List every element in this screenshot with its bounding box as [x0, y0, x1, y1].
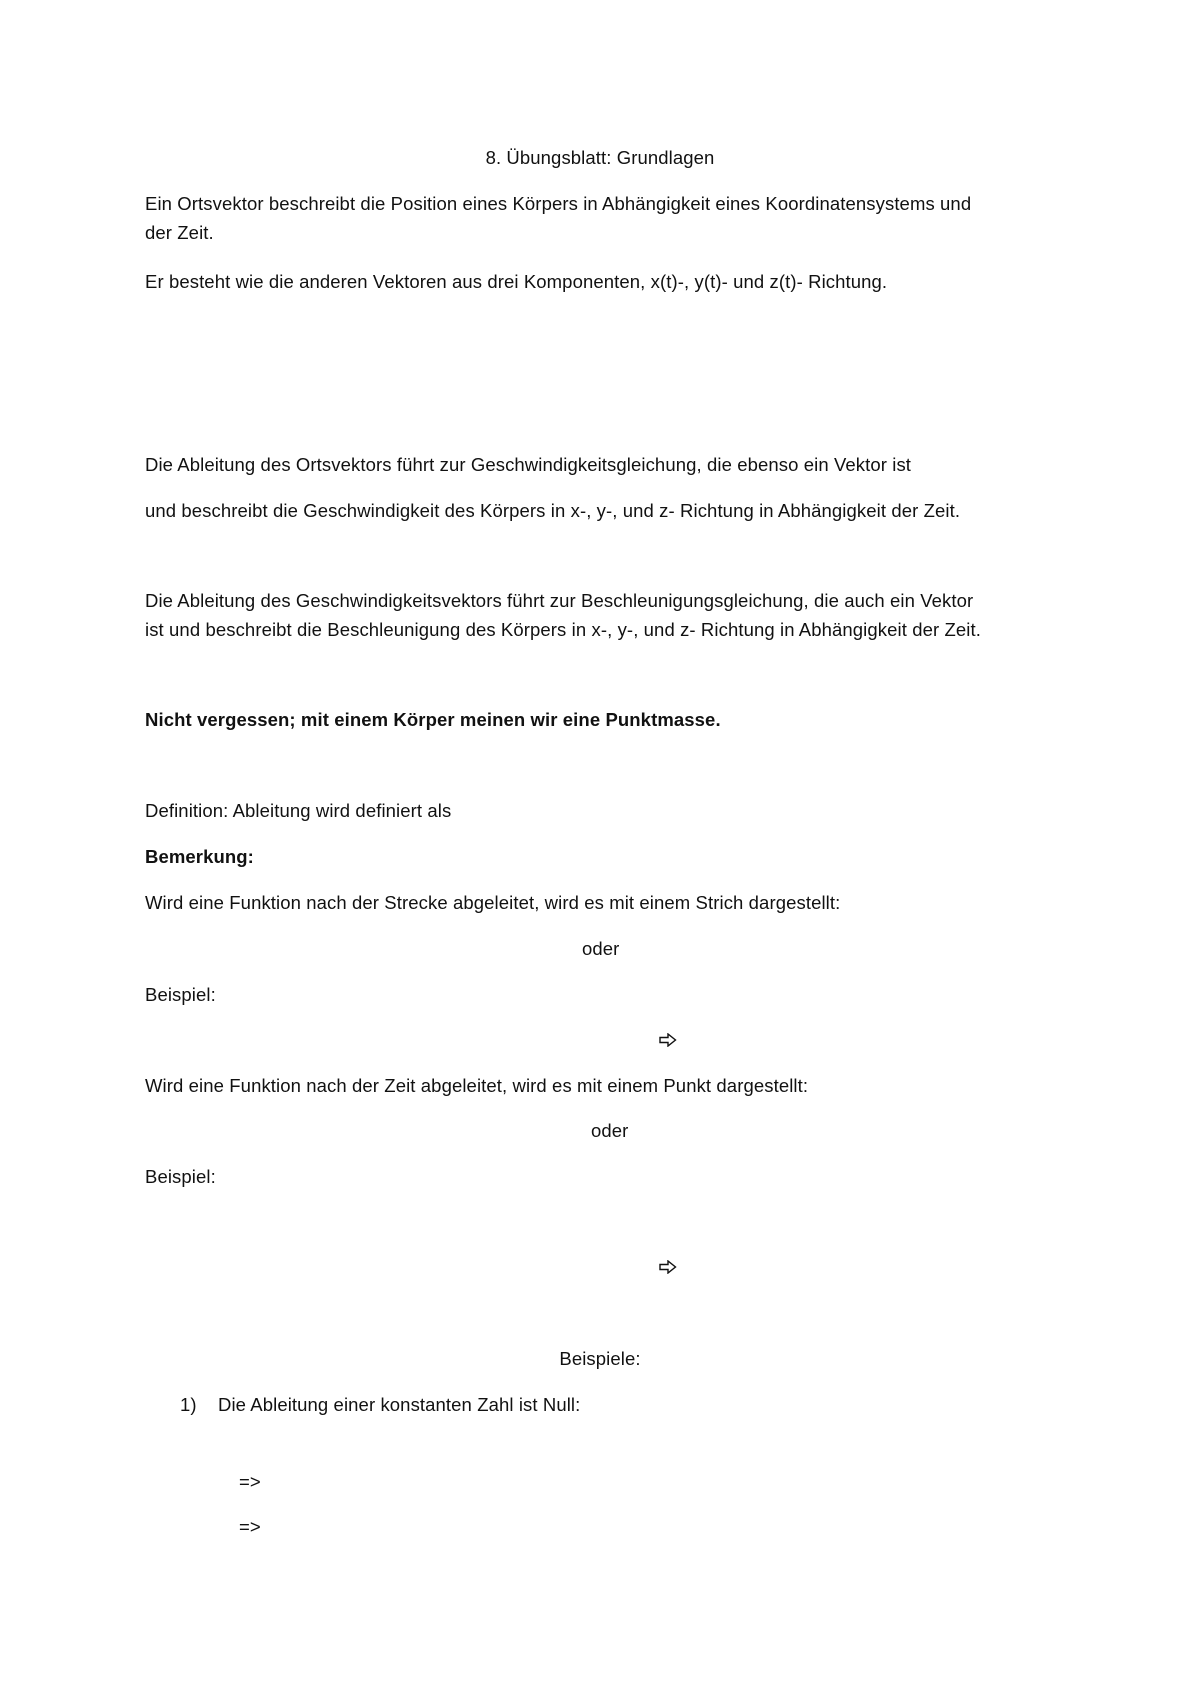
- paragraph-geschwindigkeit-line-2: und beschreibt die Geschwindigkeit des Körpers in x-, y-, und z- Richtung in Abhängigkeit der Zeit.: [145, 500, 961, 521]
- example-label: Beispiel:: [145, 984, 216, 1005]
- paragraph-ortsvektor-line-2: der Zeit.: [145, 222, 214, 243]
- example-label: Beispiel:: [145, 1166, 216, 1187]
- implies-symbol: =>: [239, 1516, 261, 1537]
- remark-label: Bemerkung:: [145, 846, 254, 867]
- oder-label: oder: [582, 938, 620, 959]
- strecke-derivative-text: Wird eine Funktion nach der Strecke abgeleitet, wird es mit einem Strich dargestellt:: [145, 892, 841, 913]
- right-arrow-icon: [659, 1260, 677, 1274]
- paragraph-ortsvektor-line-1: Ein Ortsvektor beschreibt die Position eines Körpers in Abhängigkeit eines Koordinatensystems und: [145, 193, 972, 214]
- paragraph-geschwindigkeit-line-1: Die Ableitung des Ortsvektors führt zur Geschwindigkeitsgleichung, die ebenso ein Vektor ist: [145, 454, 912, 475]
- paragraph-komponenten: Er besteht wie die anderen Vektoren aus drei Komponenten, x(t)-, y(t)- und z(t)- Richtung.: [145, 271, 888, 292]
- paragraph-beschleunigung-line-1: Die Ableitung des Geschwindigkeitsvektors führt zur Beschleunigungsgleichung, die auch ein Vektor: [145, 590, 974, 611]
- page-title: 8. Übungsblatt: Grundlagen: [485, 147, 715, 168]
- note-punktmasse: Nicht vergessen; mit einem Körper meinen wir eine Punktmasse.: [145, 709, 721, 730]
- oder-label: oder: [591, 1120, 629, 1141]
- definition-line: Definition: Ableitung wird definiert als: [145, 800, 452, 821]
- implies-symbol: =>: [239, 1471, 261, 1492]
- zeit-derivative-text: Wird eine Funktion nach der Zeit abgeleitet, wird es mit einem Punkt dargestellt:: [145, 1075, 809, 1096]
- right-arrow-icon: [659, 1033, 677, 1047]
- list-item-text: Die Ableitung einer konstanten Zahl ist Null:: [218, 1394, 581, 1415]
- paragraph-beschleunigung-line-2: ist und beschreibt die Beschleunigung des Körpers in x-, y-, und z- Richtung in Abhängigkeit der Zeit.: [145, 619, 981, 640]
- examples-heading: Beispiele:: [559, 1348, 641, 1369]
- list-item-number: 1): [180, 1394, 197, 1415]
